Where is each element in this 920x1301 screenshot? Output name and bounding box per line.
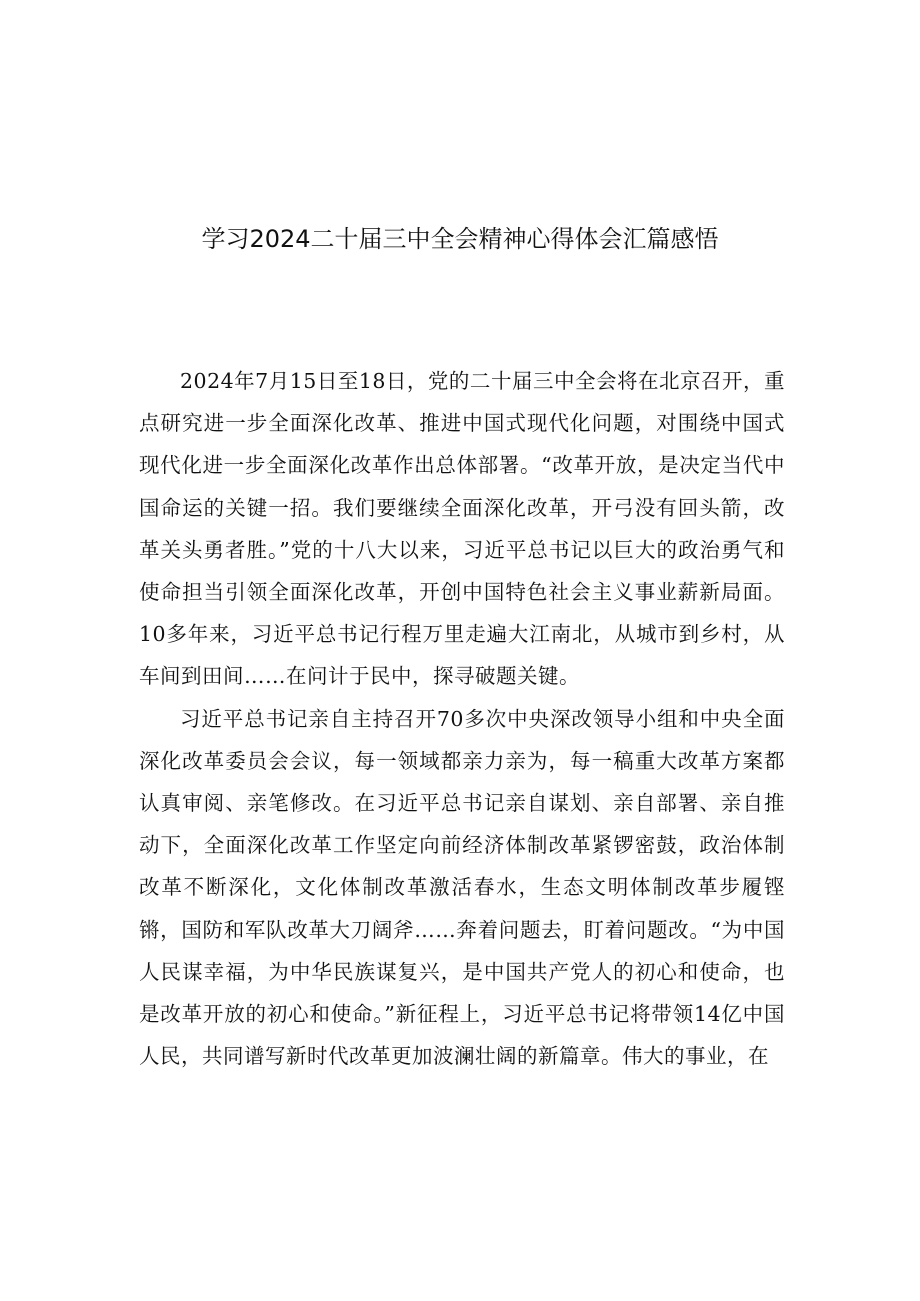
- body-paragraph: 2024年7月15日至18日，党的二十届三中全会将在北京召开，重点研究进一步全面深化改革、推进中国式现代化问题，对围绕中国式现代化进一步全面深化改革作出总体部署。“改革开放，是决定当代中国命运的关键一招。我们要继续全面深化改革，开弓没有回头箭，改革关头勇者胜。”党的十八大以来，习近平总书记以巨大的政治勇气和使命担当引领全面深化改革，开创中国特色社会主义事业薪新局面。10多年来，习近平总书记行程万里走遍大江南北，从城市到乡村，从车间到田间……在问计于民中，探寻破题关键。: [139, 369, 785, 689]
- document-title: 学习2024二十届三中全会精神心得体会汇篇感悟: [201, 225, 719, 253]
- document-body: [139, 360, 785, 1077]
- body-paragraph: 习近平总书记亲自主持召开70多次中央深改领导小组和中央全面深化改革委员会会议，每一领域都亲力亲为，每一稿重大改革方案都认真审阅、亲笔修改。在习近平总书记亲自谋划、亲自部署、亲自推动下，全面深化改革工作坚定向前经济体制改革紧锣密鼓，政治体制改革不断深化，文化体制改革激活春水，生态文明体制改革步履铿锵，国防和军队改革大刀阔斧……奔着问题去，盯着问题改。“为中国人民谋幸福，为中华民族谋复兴，是中国共产党人的初心和使命，也是改革开放的初心和使命。”新征程上，习近平总书记将带领14亿中国人民，共同谱写新时代改革更加波澜壮阔的新篇章。伟大的事业，在: [139, 706, 785, 1069]
